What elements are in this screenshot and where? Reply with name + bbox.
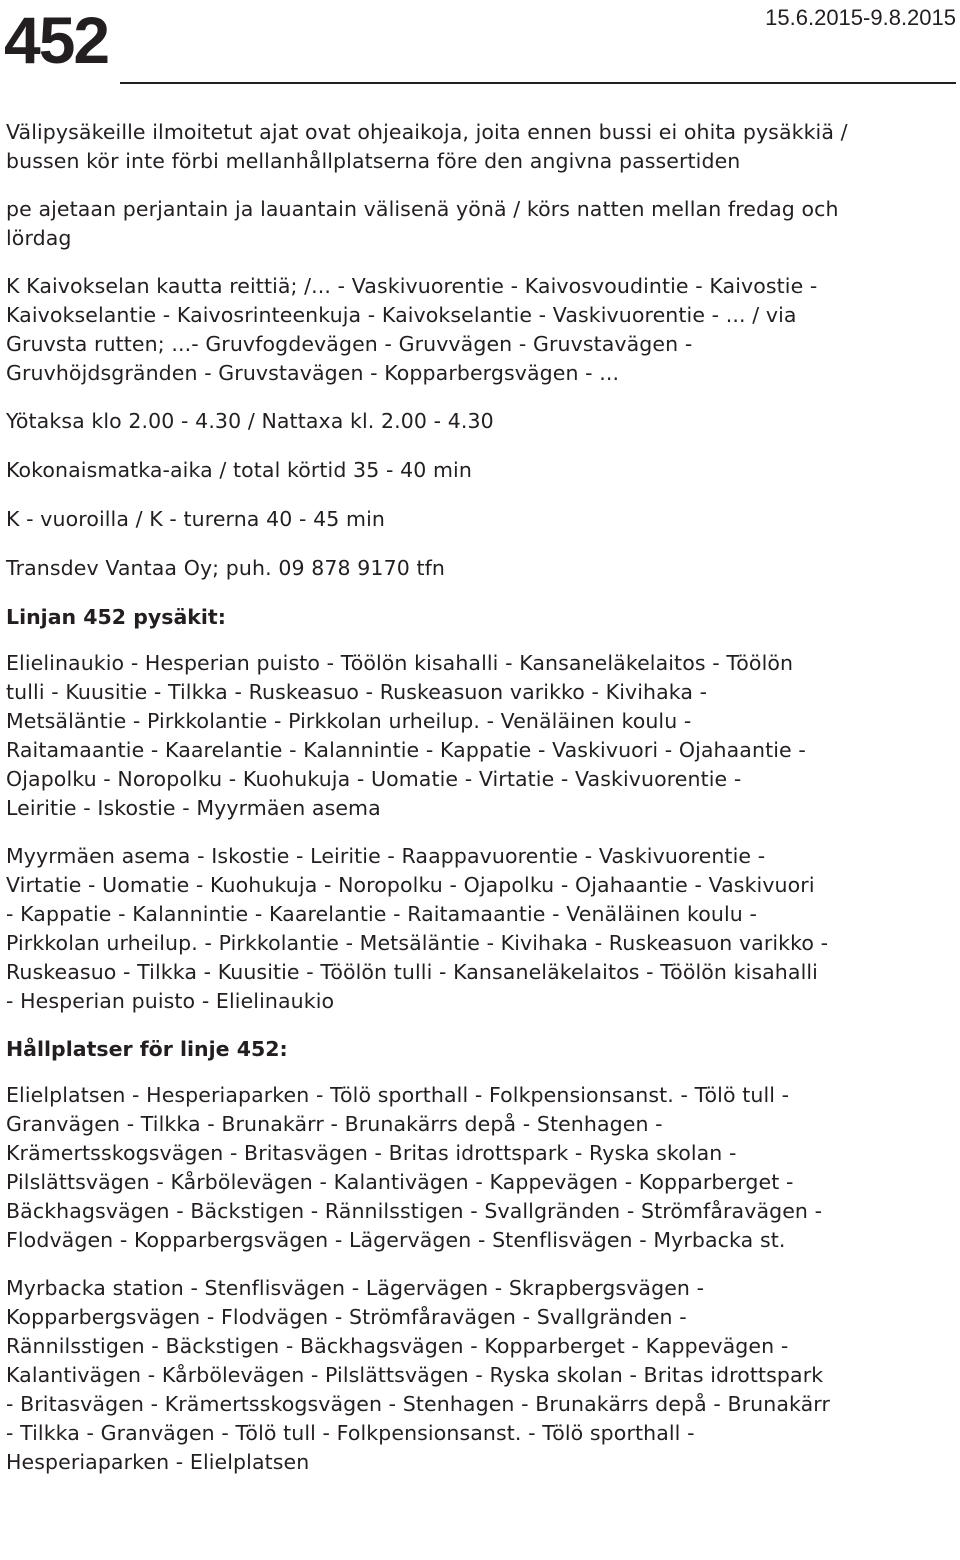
stops-sv-direction-2: Myrbacka station - Stenflisvägen - Lägervägen - Skrapbergsvägen - Kopparbergsvägen - Flodvägen - Strömfåravägen - Svallgränden - Rännilsstigen - Bäckstigen - Bäckhagsvägen - Kopparberget - Kappevägen - Kalantivägen - Kårbölevägen - Pilslättsvägen - Ryska skolan - Britas idrottspark - Britasvägen - Krämertsskogsvägen - Stenhagen - Brunakärrs depå - Brunakärr - Tilkka - Granvägen - Tölö tull - Folkpensionsanst. - Tölö sporthall - Hesperiaparken - Elielplatsen <box>6 1276 830 1474</box>
line-number: 452 <box>4 3 109 77</box>
total-time-note: Kokonaismatka-aika / total körtid 35 - 40 min <box>6 458 472 482</box>
route-variant-note: K Kaivokselan kautta reittiä; /... - Vaskivuorentie - Kaivosvoudintie - Kaivostie - Kaivokselantie - Kaivosrinteenkuja - Kaivokselantie - Vaskivuorentie - ... / via Gruvsta rutten; ...- Gruvfogdevägen - Gruvvägen - Gruvstavägen - Gruvhöjdsgränden - Gruvstavägen - Kopparbergsvägen - ... <box>6 274 818 385</box>
stops-sv-heading: Hållplatser för linje 452: <box>6 1037 288 1061</box>
page-header <box>0 0 960 90</box>
date-range: 15.6.2015-9.8.2015 <box>765 5 956 30</box>
night-note: pe ajetaan perjantain ja lauantain välisenä yönä / körs natten mellan fredag och lördag <box>6 197 839 250</box>
stops-sv-direction-1: Elielplatsen - Hesperiaparken - Tölö sporthall - Folkpensionsanst. - Tölö tull - Granvägen - Tilkka - Brunakärr - Brunakärrs depå - Stenhagen - Krämertsskogsvägen - Britasvägen - Britas idrottspark - Ryska skolan - Pilslättsvägen - Kårbölevägen - Kalantivägen - Kappevägen - Kopparberget - Bäckhagsvägen - Bäckstigen - Rännilsstigen - Svallgränden - Strömfåravägen - Flodvägen - Kopparbergsvägen - Lägervägen - Stenflisvägen - Myrbacka st. <box>6 1083 823 1252</box>
k-trips-note: K - vuoroilla / K - turerna 40 - 45 min <box>6 507 385 531</box>
stops-fi-heading: Linjan 452 pysäkit: <box>6 605 226 629</box>
operator-note: Transdev Vantaa Oy; puh. 09 878 9170 tfn <box>6 556 446 580</box>
timetable-notes <box>6 118 956 1496</box>
timing-note: Välipysäkeille ilmoitetut ajat ovat ohjeaikoja, joita ennen bussi ei ohita pysäkkiä / bussen kör inte förbi mellanhållplatserna före den angivna passertiden <box>6 120 848 173</box>
night-fare-note: Yötaksa klo 2.00 - 4.30 / Nattaxa kl. 2.00 - 4.30 <box>6 409 494 433</box>
header-rule <box>120 82 956 84</box>
stops-fi-direction-2: Myyrmäen asema - Iskostie - Leiritie - Raappavuorentie - Vaskivuorentie - Virtatie - Uomatie - Kuohukuja - Noropolku - Ojapolku - Ojahaantie - Vaskivuori - Kappatie - Kalannintie - Kaarelantie - Raitamaantie - Venäläinen koulu - Pirkkolan urheilup. - Pirkkolantie - Metsäläntie - Kivihaka - Ruskeasuon varikko - Ruskeasuo - Tilkka - Kuusitie - Töölön tulli - Kansaneläkelaitos - Töölön kisahalli - Hesperian puisto - Elielinaukio <box>6 844 829 1013</box>
stops-fi-direction-1: Elielinaukio - Hesperian puisto - Töölön kisahalli - Kansaneläkelaitos - Töölön tulli - Kuusitie - Tilkka - Ruskeasuo - Ruskeasuon varikko - Kivihaka - Metsäläntie - Pirkkolantie - Pirkkolan urheilup. - Venäläinen koulu - Raitamaantie - Kaarelantie - Kalannintie - Kappatie - Vaskivuori - Ojahaantie - Ojapolku - Noropolku - Kuohukuja - Uomatie - Virtatie - Vaskivuorentie - Leiritie - Iskostie - Myyrmäen asema <box>6 651 806 820</box>
